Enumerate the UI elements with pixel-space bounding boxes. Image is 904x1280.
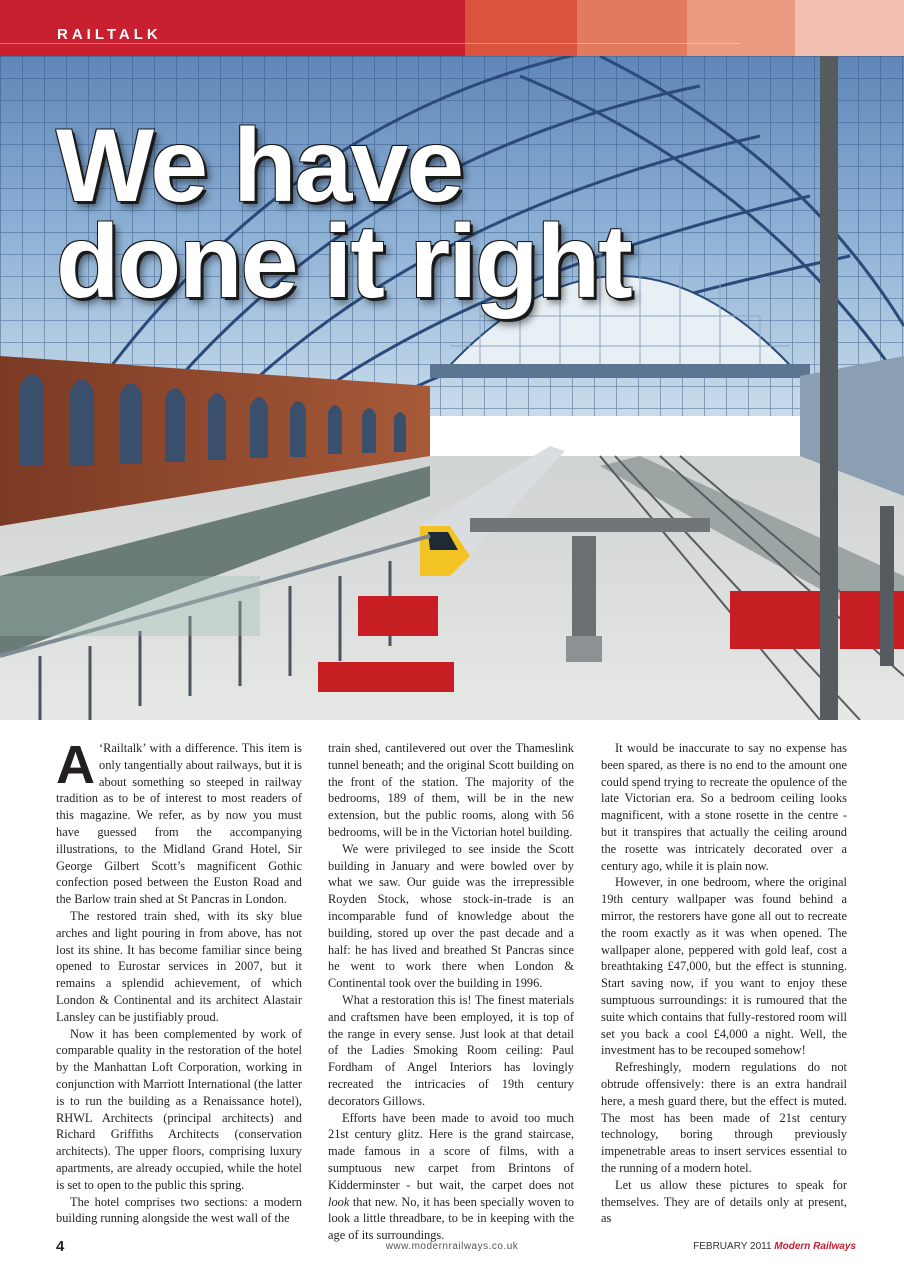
column-2: [328, 740, 574, 1244]
paragraph: However, in one bedroom, where the original 19th century wallpaper was found behind a mirror, the restorers have gone all out to recreate the room exactly as it was when opened. The wallpaper alone, peppered with gold leaf, cost a breathtaking £47,000, but the effect is stunning. Start saving now, if you want to enjoy these sumptuous surroundings: it is rumoured that the suite which contains that fully-restored room will set you back a cool £4,000 a night. Well, the investment has to be recouped somehow!: [601, 875, 847, 1058]
paragraph: Efforts have been made to avoid too much 21st century glitz. Here is the grand staircase, made famous in a score of films, with a sumptuous new carpet from Brintons of Kidderminster - but wait, the carpet does not look that new. No, it has been specially woven to look a little threadbare, to be in keeping with the age of its surroundings.: [328, 1110, 574, 1243]
website-url: www.modernrailways.co.uk: [385, 1241, 519, 1252]
page-footer: [0, 1238, 904, 1258]
paragraph: A ‘Railtalk’ with a difference. This item is only tangentially about railways, but it is about something so steeped in railway tradition as to be of interest to most readers of this magazine. We refer, as by now you must have guessed from the accompanying illustrations, to the Midland Grand Hotel, Sir George Gilbert Scott’s magnificent Gothic confection posed between the Euston Road and the Barlow train shed at St Pancras in London.: [56, 735, 302, 907]
headline-line-2: done it right: [56, 204, 631, 320]
paragraph: train shed, cantilevered out over the Thameslink tunnel beneath; and the original Scott building on the front of the station. The majority of the bedrooms, 189 of them, will be in the new extension, but the public rooms, along with 56 bedrooms, will be in the Victorian hotel building.: [328, 741, 574, 839]
issue-info: [693, 1241, 856, 1252]
paragraph: Let us allow these pictures to speak for themselves. They are of details only at present, as: [601, 1177, 847, 1226]
column-3: [601, 740, 847, 1227]
column-1: [56, 735, 302, 1227]
paragraph: Now it has been complemented by work of comparable quality in the restoration of the hotel by the Manhattan Loft Corporation, working in conjunction with Marriott International (the latter is to run the building as a Renaissance hotel), RHWL Architects (principal architects) and Richard Griffiths Architects (conservation architects). The upper floors, comprising luxury apartments, are already occupied, while the hotel is set to open to the public this spring.: [56, 1026, 302, 1192]
header-band: [0, 0, 904, 56]
hero-photo: [0, 56, 904, 720]
band-rule: [0, 43, 740, 44]
paragraph: Refreshingly, modern regulations do not obtrude offensively: there is an extra handrail here, a mesh guard there, but the effect is muted. The most has been made of 21st century technology, boring through previously impenetrable areas to insert services essential to the running of a modern hotel.: [601, 1060, 847, 1175]
paragraph: The restored train shed, with its sky blue arches and light pouring in from above, has not lost its shine. It has become familiar since being opened to Eurostar services in 2007, but it remains a splendid achievement, of which London & Continental and its architect Alastair Lansley can be justifiably proud.: [56, 908, 302, 1024]
band-tint-1: [465, 0, 577, 56]
section-label: RAILTALK: [57, 26, 162, 43]
paragraph: What a restoration this is! The finest materials and craftsmen have been employed, it is top of the range in every sense. Just look at that detail of the Ladies Smoking Room ceiling: Paul Fordham of Angel Interiors has lovingly recreated the intricacies of 19th century decorators Gillows.: [328, 992, 574, 1108]
paragraph: The hotel comprises two sections: a modern building running alongside the west wall of the: [56, 1194, 302, 1226]
headline-line-1: We have: [56, 108, 463, 224]
article-body: [56, 735, 856, 1243]
issue-date: FEBRUARY 2011: [693, 1241, 772, 1252]
page-number: 4: [56, 1238, 65, 1255]
paragraph: It would be inaccurate to say no expense has been spared, as there is no end to the amount one could spend trying to recreate the opulence of the late Victorian era. So a bedroom ceiling looks magnificent, with a stone rosette in the centre - but it transpires that actually the ceiling around the rosette was intricately decorated over a century ago, while it is plain now.: [601, 741, 847, 873]
band-tint-3: [687, 0, 795, 56]
band-tint-2: [577, 0, 687, 56]
drop-cap: A: [56, 735, 95, 795]
emphasis: look: [328, 1194, 350, 1209]
headline: [56, 108, 631, 320]
paragraph: We were privileged to see inside the Scott building in January and were bowled over by what we saw. Our guide was the irrepressible Royden Stock, whose stock-in-trade is an incomparable fund of knowledge about the building, stored up over the past decade and a half: he has lived and breathed St Pancras since he went to work there when London & Continental took over the building in 1996.: [328, 841, 574, 991]
band-tint-4: [795, 0, 904, 56]
magazine-name: Modern Railways: [774, 1241, 856, 1252]
